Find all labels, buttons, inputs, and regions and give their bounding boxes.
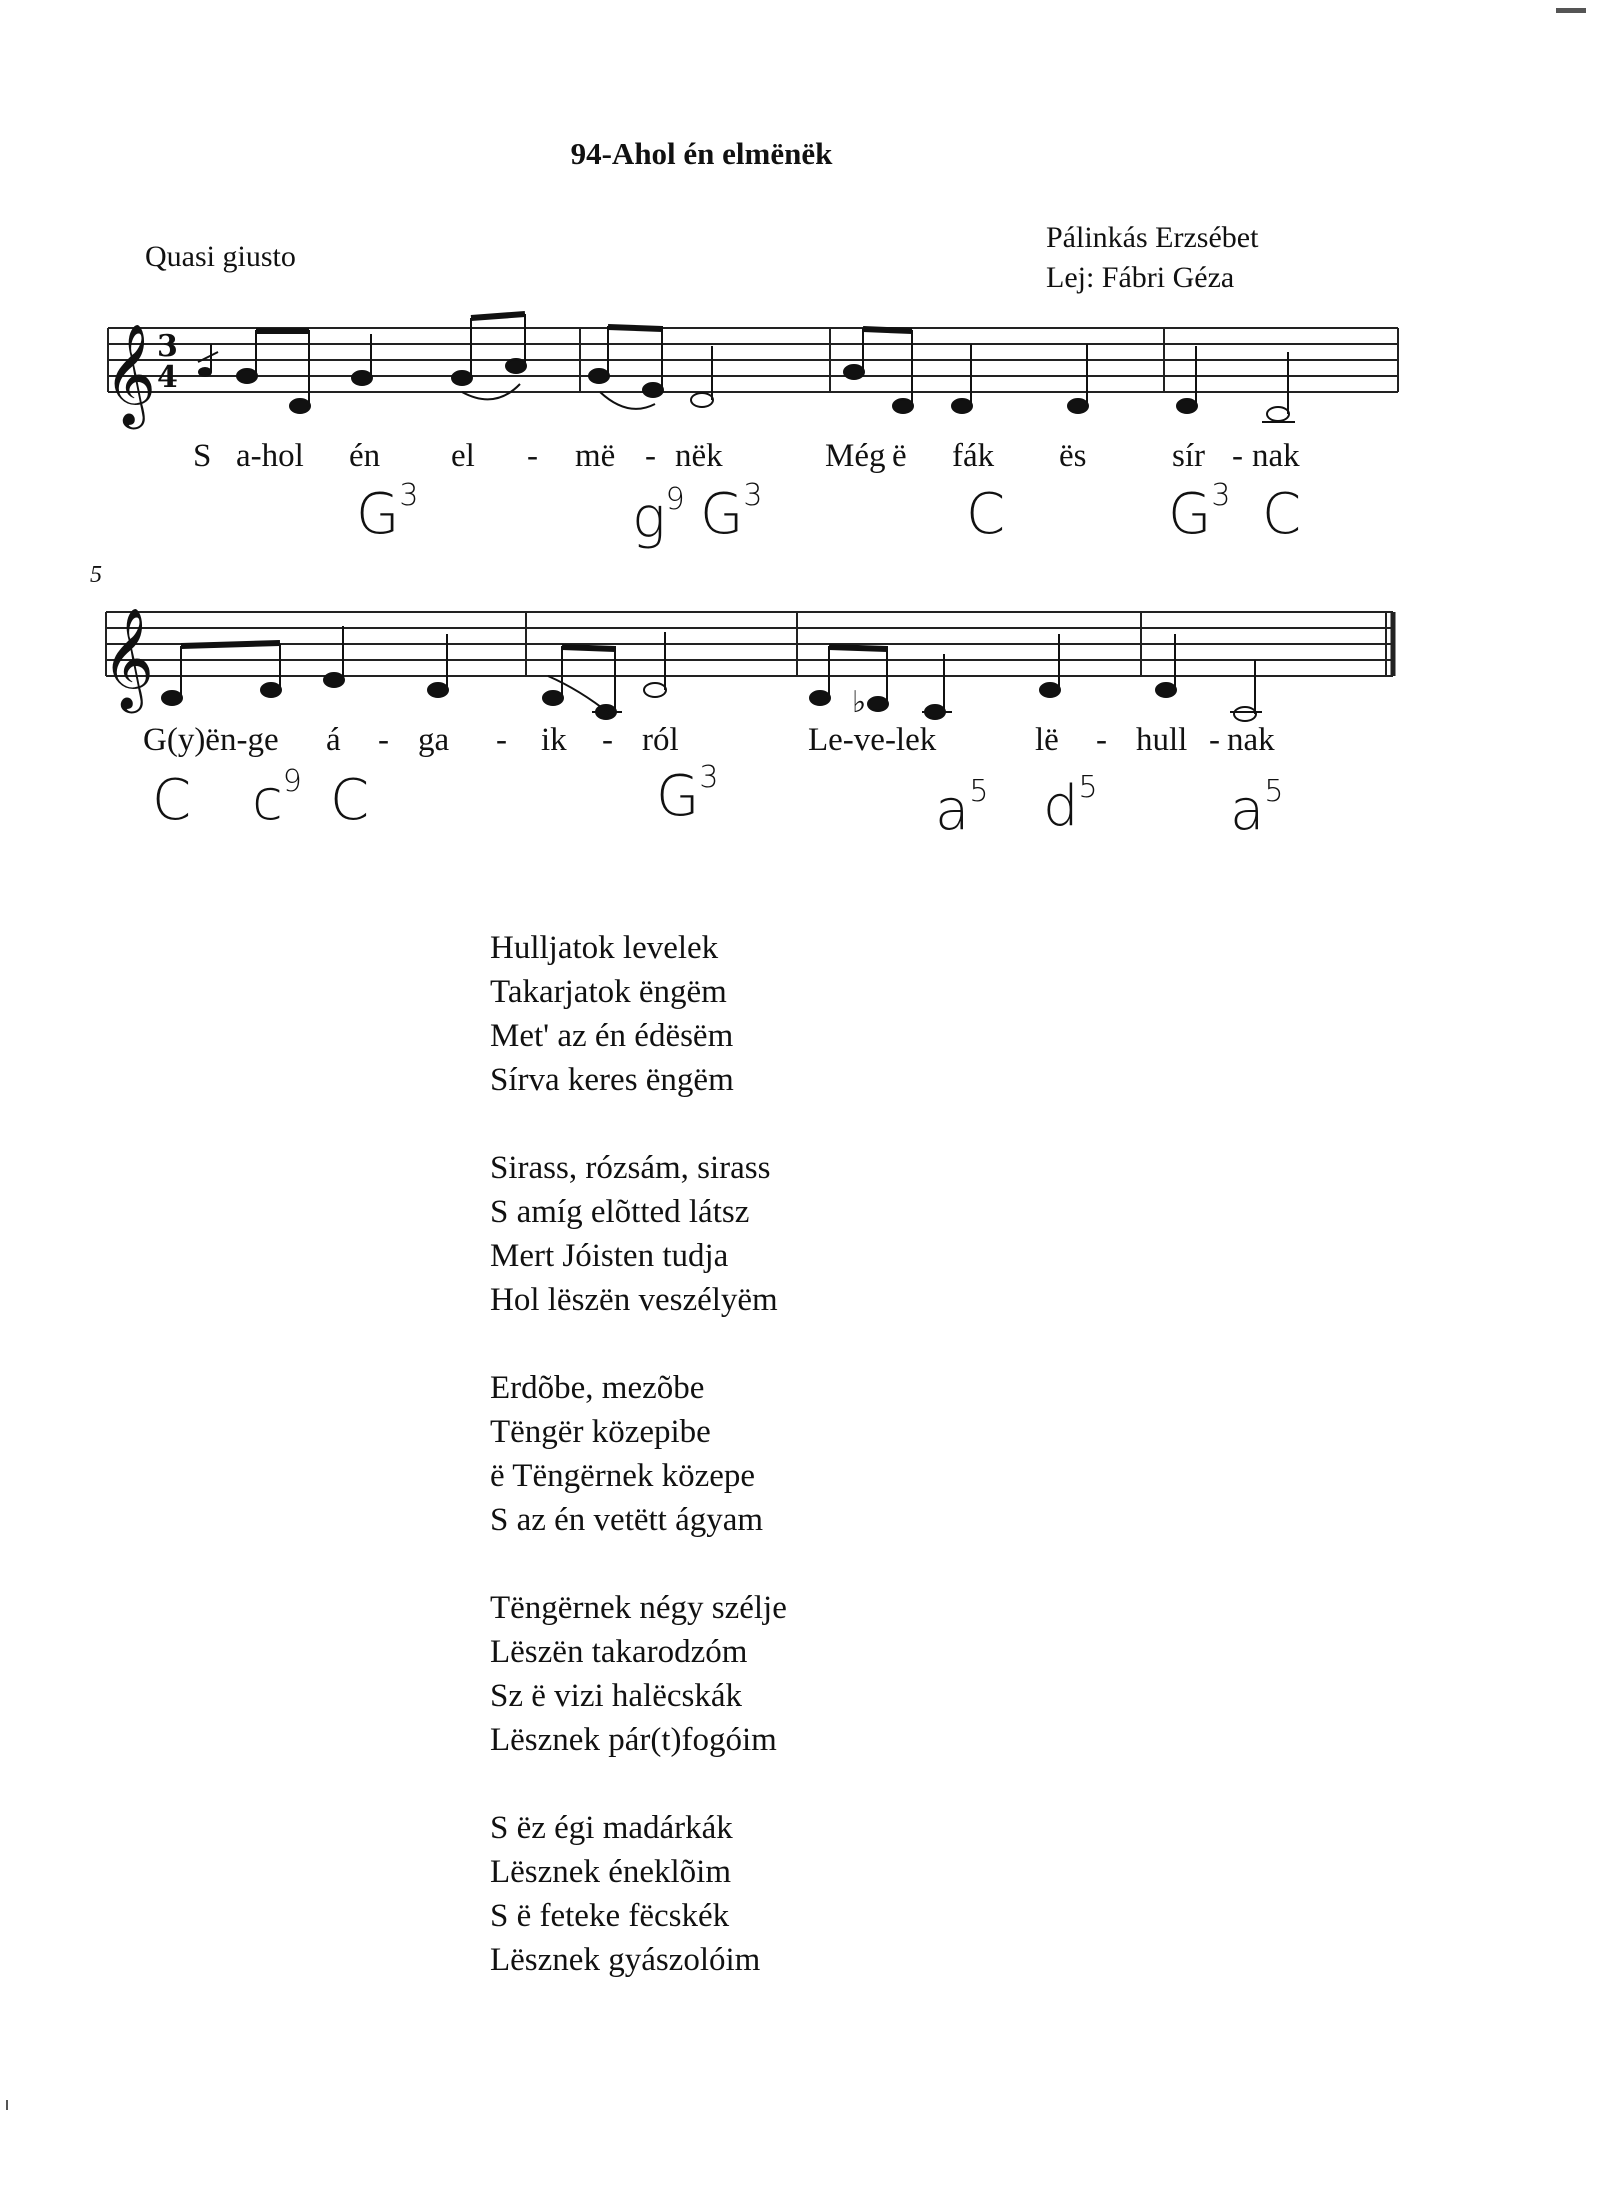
lyric-syllable: ról <box>642 722 679 758</box>
stanza-line: Erdõbe, mezõbe <box>490 1370 705 1406</box>
treble-clef-icon <box>104 322 156 430</box>
lyric-syllable: nak <box>1227 722 1275 758</box>
chord-symbol: $a^5$ <box>935 774 989 843</box>
chord-symbol: C <box>330 768 370 833</box>
lyric-syllable: - <box>527 438 538 474</box>
lyric-syllable: nak <box>1252 438 1300 474</box>
chord-symbol: $G^3$ <box>656 760 719 829</box>
tempo-marking: Quasi giusto <box>145 240 296 273</box>
lyric-syllable: - <box>645 438 656 474</box>
lyric-syllable: á <box>326 722 341 758</box>
lyric-syllable: - <box>496 722 507 758</box>
svg-text:3: 3 <box>157 329 178 364</box>
stanza-line: Mert Jóisten tudja <box>490 1238 729 1274</box>
chord-symbol: $d^5$ <box>1043 770 1098 839</box>
measure-number: 5 <box>90 562 102 588</box>
melody-credit: Lej: Fábri Géza <box>1046 261 1235 294</box>
author-credit: Pálinkás Erzsébet <box>1046 221 1259 254</box>
chord-symbol: $g^9$ <box>632 482 685 551</box>
svg-text:𝄞: 𝄞 <box>104 322 157 425</box>
stanza <box>490 1806 787 1982</box>
stanza-line: Hol lëszën veszélyëm <box>490 1282 778 1318</box>
music-staff-2 <box>0 575 1597 735</box>
lyric-syllable: - <box>1209 722 1220 758</box>
lyric-syllable: ë <box>892 438 907 474</box>
lyric-syllable: më <box>575 438 616 474</box>
music-staff-1 <box>0 300 1597 460</box>
chord-symbol: $a^5$ <box>1230 774 1284 843</box>
chord-symbol: $c^9$ <box>252 764 302 833</box>
chord-symbol: $G^3$ <box>1168 478 1231 547</box>
stanza-line: S ë feteke fëcskék <box>490 1898 730 1934</box>
lyric-syllable: - <box>1232 438 1243 474</box>
stanza-line: Tëngër közepibe <box>490 1414 711 1450</box>
stanza-line: S az én vetëtt ágyam <box>490 1502 764 1538</box>
chord-symbol: C <box>1262 482 1302 547</box>
stanza-line: Lësznek pár(t)fogóim <box>490 1722 777 1758</box>
lyric-syllable: sír <box>1172 438 1205 474</box>
lyric-syllable: a-hol <box>236 438 304 474</box>
lyric-syllable: G(y)ën-ge <box>143 722 279 758</box>
lyric-syllable: Még <box>825 438 886 474</box>
lyric-syllable: ës <box>1059 438 1087 474</box>
svg-text:♭: ♭ <box>852 685 867 720</box>
stanza-line: Lësznek éneklõim <box>490 1854 731 1890</box>
svg-text:4: 4 <box>157 360 178 395</box>
time-signature <box>157 329 178 395</box>
stanza <box>490 1586 787 1762</box>
lyric-syllable: én <box>349 438 381 474</box>
stanza-text <box>490 926 787 2026</box>
chord-symbol: $G^3$ <box>356 478 419 547</box>
chord-symbol: C <box>966 482 1006 547</box>
stanza <box>490 1146 787 1322</box>
chord-symbol: C <box>152 768 192 833</box>
stanza <box>490 1366 787 1542</box>
lyric-syllable: - <box>602 722 613 758</box>
credits <box>1046 218 1258 298</box>
stanza-line: Sz ë vizi halëcskák <box>490 1678 742 1714</box>
treble-clef-icon <box>102 606 154 714</box>
stanza-line: ë Tëngërnek közepe <box>490 1458 756 1494</box>
lyric-syllable: - <box>378 722 389 758</box>
stanza-line: Lësznek gyászolóim <box>490 1942 761 1978</box>
lyric-syllable: - <box>1096 722 1107 758</box>
lyric-syllable: Le-ve-lek <box>808 722 937 758</box>
svg-text:𝄞: 𝄞 <box>102 606 155 709</box>
lyric-syllable: hull <box>1136 722 1188 758</box>
lyric-syllable: el <box>451 438 475 474</box>
lyric-syllable: lë <box>1035 722 1059 758</box>
chord-symbol: $G^3$ <box>700 478 763 547</box>
stanza-line: Met' az én édësëm <box>490 1018 734 1054</box>
stanza-line: Takarjatok ëngëm <box>490 974 727 1010</box>
stanza-line: Hulljatok levelek <box>490 930 719 966</box>
lyric-syllable: fák <box>952 438 995 474</box>
scan-mark-top-right <box>1556 8 1586 13</box>
stanza-line: Sirass, rózsám, sirass <box>490 1150 771 1186</box>
stanza-line: Lëszën takarodzóm <box>490 1634 748 1670</box>
lyric-syllable: ik <box>541 722 567 758</box>
scan-mark-left <box>6 2100 8 2110</box>
lyric-syllable: ga <box>418 722 450 758</box>
lyric-syllable: S <box>193 438 212 474</box>
song-title: 94-Ahol én elmënëk <box>570 136 833 171</box>
stanza <box>490 926 787 1102</box>
stanza-line: Tëngërnek négy szélje <box>490 1590 787 1626</box>
stanza-line: S ëz égi madárkák <box>490 1810 733 1846</box>
stanza-line: S amíg elõtted látsz <box>490 1194 750 1230</box>
lyric-syllable: nëk <box>675 438 723 474</box>
stanza-line: Sírva keres ëngëm <box>490 1062 734 1098</box>
